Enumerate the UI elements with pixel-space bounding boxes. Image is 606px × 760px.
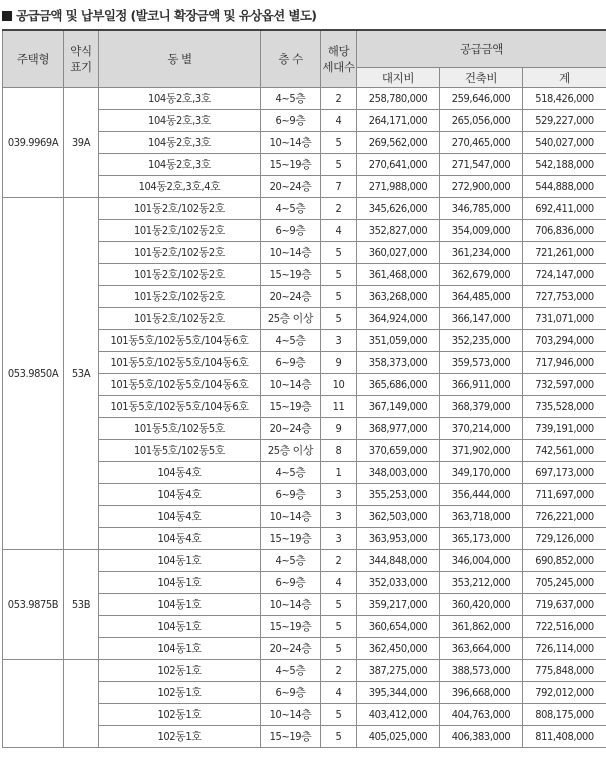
header-total: 계 [523, 68, 606, 88]
building-cell: 104동4호 [99, 484, 261, 506]
floor-cell: 25층 이상 [261, 308, 321, 330]
households-cell: 3 [321, 484, 357, 506]
floor-cell: 4~5층 [261, 462, 321, 484]
total-cost-cell: 808,175,000 [523, 704, 606, 726]
total-cost-cell: 726,221,000 [523, 506, 606, 528]
floor-cell: 4~5층 [261, 550, 321, 572]
total-cost-cell: 742,561,000 [523, 440, 606, 462]
total-cost-cell: 731,071,000 [523, 308, 606, 330]
floor-cell: 20~24층 [261, 176, 321, 198]
households-cell: 5 [321, 264, 357, 286]
header-construction: 건축비 [440, 68, 523, 88]
building-cell: 104동2호,3호 [99, 110, 261, 132]
households-cell: 1 [321, 462, 357, 484]
floor-cell: 6~9층 [261, 484, 321, 506]
header-abbr-line2: 표기 [70, 60, 92, 74]
land-cost-cell: 358,373,000 [357, 352, 440, 374]
building-cell: 104동2호,3호 [99, 132, 261, 154]
total-cost-cell: 518,426,000 [523, 88, 606, 110]
total-cost-cell: 542,188,000 [523, 154, 606, 176]
unit-type-cell: 053.9850A [3, 198, 64, 550]
construction-cost-cell: 365,173,000 [440, 528, 523, 550]
households-cell: 4 [321, 572, 357, 594]
construction-cost-cell: 366,147,000 [440, 308, 523, 330]
table-row [3, 550, 606, 572]
land-cost-cell: 352,033,000 [357, 572, 440, 594]
households-cell: 5 [321, 594, 357, 616]
total-cost-cell: 721,261,000 [523, 242, 606, 264]
abbr-cell [64, 660, 99, 748]
households-cell: 2 [321, 660, 357, 682]
households-cell: 8 [321, 440, 357, 462]
construction-cost-cell: 362,679,000 [440, 264, 523, 286]
unit-type-cell: 039.9969A [3, 88, 64, 198]
construction-cost-cell: 370,214,000 [440, 418, 523, 440]
land-cost-cell: 363,953,000 [357, 528, 440, 550]
floor-cell: 4~5층 [261, 660, 321, 682]
building-cell: 101동5호/102동5호/104동6호 [99, 396, 261, 418]
land-cost-cell: 345,626,000 [357, 198, 440, 220]
households-cell: 5 [321, 616, 357, 638]
building-cell: 104동2호,3호 [99, 154, 261, 176]
floor-cell: 6~9층 [261, 110, 321, 132]
construction-cost-cell: 360,420,000 [440, 594, 523, 616]
households-cell: 4 [321, 110, 357, 132]
floor-cell: 6~9층 [261, 352, 321, 374]
building-cell: 104동1호 [99, 572, 261, 594]
header-abbr [64, 30, 99, 88]
land-cost-cell: 365,686,000 [357, 374, 440, 396]
building-cell: 101동2호/102동2호 [99, 198, 261, 220]
floor-cell: 10~14층 [261, 506, 321, 528]
table-row [3, 88, 606, 110]
households-cell: 5 [321, 286, 357, 308]
land-cost-cell: 360,027,000 [357, 242, 440, 264]
unit-type-cell: 053.9875B [3, 550, 64, 660]
abbr-cell: 53B [64, 550, 99, 660]
building-cell: 104동1호 [99, 638, 261, 660]
total-cost-cell: 811,408,000 [523, 726, 606, 748]
total-cost-cell: 775,848,000 [523, 660, 606, 682]
section-title-text: 공급금액 및 납부일정 (발코니 확장금액 및 유상옵션 별도) [16, 8, 317, 23]
total-cost-cell: 703,294,000 [523, 330, 606, 352]
households-cell: 5 [321, 242, 357, 264]
floor-cell: 10~14층 [261, 374, 321, 396]
construction-cost-cell: 406,383,000 [440, 726, 523, 748]
households-cell: 9 [321, 352, 357, 374]
floor-cell: 6~9층 [261, 220, 321, 242]
land-cost-cell: 370,659,000 [357, 440, 440, 462]
floor-cell: 4~5층 [261, 198, 321, 220]
header-building: 동 별 [99, 30, 261, 88]
households-cell: 2 [321, 198, 357, 220]
building-cell: 102동1호 [99, 726, 261, 748]
floor-cell: 10~14층 [261, 132, 321, 154]
construction-cost-cell: 388,573,000 [440, 660, 523, 682]
households-cell: 7 [321, 176, 357, 198]
total-cost-cell: 727,753,000 [523, 286, 606, 308]
construction-cost-cell: 346,785,000 [440, 198, 523, 220]
floor-cell: 20~24층 [261, 418, 321, 440]
construction-cost-cell: 265,056,000 [440, 110, 523, 132]
land-cost-cell: 258,780,000 [357, 88, 440, 110]
total-cost-cell: 732,597,000 [523, 374, 606, 396]
construction-cost-cell: 349,170,000 [440, 462, 523, 484]
construction-cost-cell: 371,902,000 [440, 440, 523, 462]
total-cost-cell: 726,114,000 [523, 638, 606, 660]
building-cell: 101동2호/102동2호 [99, 264, 261, 286]
land-cost-cell: 362,450,000 [357, 638, 440, 660]
land-cost-cell: 264,171,000 [357, 110, 440, 132]
building-cell: 102동1호 [99, 704, 261, 726]
households-cell: 5 [321, 704, 357, 726]
households-cell: 2 [321, 550, 357, 572]
building-cell: 104동1호 [99, 594, 261, 616]
floor-cell: 4~5층 [261, 330, 321, 352]
total-cost-cell: 739,191,000 [523, 418, 606, 440]
construction-cost-cell: 359,573,000 [440, 352, 523, 374]
construction-cost-cell: 346,004,000 [440, 550, 523, 572]
floor-cell: 4~5층 [261, 88, 321, 110]
households-cell: 3 [321, 506, 357, 528]
floor-cell: 10~14층 [261, 242, 321, 264]
land-cost-cell: 351,059,000 [357, 330, 440, 352]
floor-cell: 15~19층 [261, 616, 321, 638]
land-cost-cell: 368,977,000 [357, 418, 440, 440]
floor-cell: 6~9층 [261, 572, 321, 594]
building-cell: 101동2호/102동2호 [99, 242, 261, 264]
households-cell: 5 [321, 132, 357, 154]
total-cost-cell: 529,227,000 [523, 110, 606, 132]
abbr-cell: 39A [64, 88, 99, 198]
land-cost-cell: 405,025,000 [357, 726, 440, 748]
building-cell: 104동1호 [99, 550, 261, 572]
land-cost-cell: 367,149,000 [357, 396, 440, 418]
land-cost-cell: 344,848,000 [357, 550, 440, 572]
households-cell: 5 [321, 638, 357, 660]
building-cell: 104동2호,3호 [99, 88, 261, 110]
households-cell: 3 [321, 528, 357, 550]
total-cost-cell: 692,411,000 [523, 198, 606, 220]
floor-cell: 6~9층 [261, 682, 321, 704]
building-cell: 101동5호/102동5호/104동6호 [99, 374, 261, 396]
building-cell: 101동2호/102동2호 [99, 220, 261, 242]
construction-cost-cell: 259,646,000 [440, 88, 523, 110]
section-title [2, 6, 316, 26]
header-households-line1: 해당 [327, 44, 350, 58]
construction-cost-cell: 353,212,000 [440, 572, 523, 594]
building-cell: 102동1호 [99, 660, 261, 682]
land-cost-cell: 403,412,000 [357, 704, 440, 726]
total-cost-cell: 697,173,000 [523, 462, 606, 484]
construction-cost-cell: 354,009,000 [440, 220, 523, 242]
supply-price-table [2, 29, 606, 748]
floor-cell: 15~19층 [261, 154, 321, 176]
floor-cell: 10~14층 [261, 704, 321, 726]
households-cell: 11 [321, 396, 357, 418]
header-supply: 공급금액 [357, 30, 606, 68]
land-cost-cell: 271,988,000 [357, 176, 440, 198]
construction-cost-cell: 272,900,000 [440, 176, 523, 198]
building-cell: 104동1호 [99, 616, 261, 638]
building-cell: 101동5호/102동5호 [99, 440, 261, 462]
construction-cost-cell: 364,485,000 [440, 286, 523, 308]
construction-cost-cell: 270,465,000 [440, 132, 523, 154]
total-cost-cell: 717,946,000 [523, 352, 606, 374]
construction-cost-cell: 271,547,000 [440, 154, 523, 176]
land-cost-cell: 364,924,000 [357, 308, 440, 330]
square-bullet-icon [2, 11, 12, 21]
unit-type-cell [3, 660, 64, 748]
total-cost-cell: 540,027,000 [523, 132, 606, 154]
building-cell: 102동1호 [99, 682, 261, 704]
land-cost-cell: 352,827,000 [357, 220, 440, 242]
land-cost-cell: 269,562,000 [357, 132, 440, 154]
construction-cost-cell: 366,911,000 [440, 374, 523, 396]
households-cell: 5 [321, 308, 357, 330]
building-cell: 104동4호 [99, 462, 261, 484]
header-land: 대지비 [357, 68, 440, 88]
table-row [3, 198, 606, 220]
land-cost-cell: 359,217,000 [357, 594, 440, 616]
building-cell: 101동2호/102동2호 [99, 308, 261, 330]
floor-cell: 10~14층 [261, 594, 321, 616]
floor-cell: 15~19층 [261, 396, 321, 418]
land-cost-cell: 363,268,000 [357, 286, 440, 308]
total-cost-cell: 705,245,000 [523, 572, 606, 594]
building-cell: 104동4호 [99, 528, 261, 550]
land-cost-cell: 361,468,000 [357, 264, 440, 286]
header-type: 주택형 [3, 30, 64, 88]
land-cost-cell: 355,253,000 [357, 484, 440, 506]
total-cost-cell: 719,637,000 [523, 594, 606, 616]
land-cost-cell: 395,344,000 [357, 682, 440, 704]
abbr-cell: 53A [64, 198, 99, 550]
construction-cost-cell: 356,444,000 [440, 484, 523, 506]
total-cost-cell: 729,126,000 [523, 528, 606, 550]
construction-cost-cell: 361,234,000 [440, 242, 523, 264]
households-cell: 5 [321, 726, 357, 748]
floor-cell: 20~24층 [261, 286, 321, 308]
total-cost-cell: 724,147,000 [523, 264, 606, 286]
header-abbr-line1: 약식 [70, 44, 92, 58]
building-cell: 101동5호/102동5호/104동6호 [99, 330, 261, 352]
households-cell: 3 [321, 330, 357, 352]
total-cost-cell: 690,852,000 [523, 550, 606, 572]
floor-cell: 20~24층 [261, 638, 321, 660]
households-cell: 4 [321, 682, 357, 704]
land-cost-cell: 270,641,000 [357, 154, 440, 176]
total-cost-cell: 722,516,000 [523, 616, 606, 638]
construction-cost-cell: 396,668,000 [440, 682, 523, 704]
table-row [3, 660, 606, 682]
total-cost-cell: 706,836,000 [523, 220, 606, 242]
table-body [3, 88, 606, 748]
building-cell: 104동4호 [99, 506, 261, 528]
households-cell: 4 [321, 220, 357, 242]
floor-cell: 15~19층 [261, 726, 321, 748]
households-cell: 5 [321, 154, 357, 176]
total-cost-cell: 735,528,000 [523, 396, 606, 418]
floor-cell: 25층 이상 [261, 440, 321, 462]
header-households [321, 30, 357, 88]
construction-cost-cell: 352,235,000 [440, 330, 523, 352]
land-cost-cell: 362,503,000 [357, 506, 440, 528]
construction-cost-cell: 361,862,000 [440, 616, 523, 638]
total-cost-cell: 544,888,000 [523, 176, 606, 198]
floor-cell: 15~19층 [261, 528, 321, 550]
land-cost-cell: 360,654,000 [357, 616, 440, 638]
households-cell: 9 [321, 418, 357, 440]
floor-cell: 15~19층 [261, 264, 321, 286]
land-cost-cell: 348,003,000 [357, 462, 440, 484]
header-floor: 층 수 [261, 30, 321, 88]
households-cell: 10 [321, 374, 357, 396]
construction-cost-cell: 363,718,000 [440, 506, 523, 528]
land-cost-cell: 387,275,000 [357, 660, 440, 682]
building-cell: 104동2호,3호,4호 [99, 176, 261, 198]
building-cell: 101동2호/102동2호 [99, 286, 261, 308]
construction-cost-cell: 404,763,000 [440, 704, 523, 726]
building-cell: 101동5호/102동5호 [99, 418, 261, 440]
total-cost-cell: 792,012,000 [523, 682, 606, 704]
households-cell: 2 [321, 88, 357, 110]
building-cell: 101동5호/102동5호/104동6호 [99, 352, 261, 374]
total-cost-cell: 711,697,000 [523, 484, 606, 506]
construction-cost-cell: 363,664,000 [440, 638, 523, 660]
header-households-line2: 세대수 [322, 60, 355, 74]
construction-cost-cell: 368,379,000 [440, 396, 523, 418]
